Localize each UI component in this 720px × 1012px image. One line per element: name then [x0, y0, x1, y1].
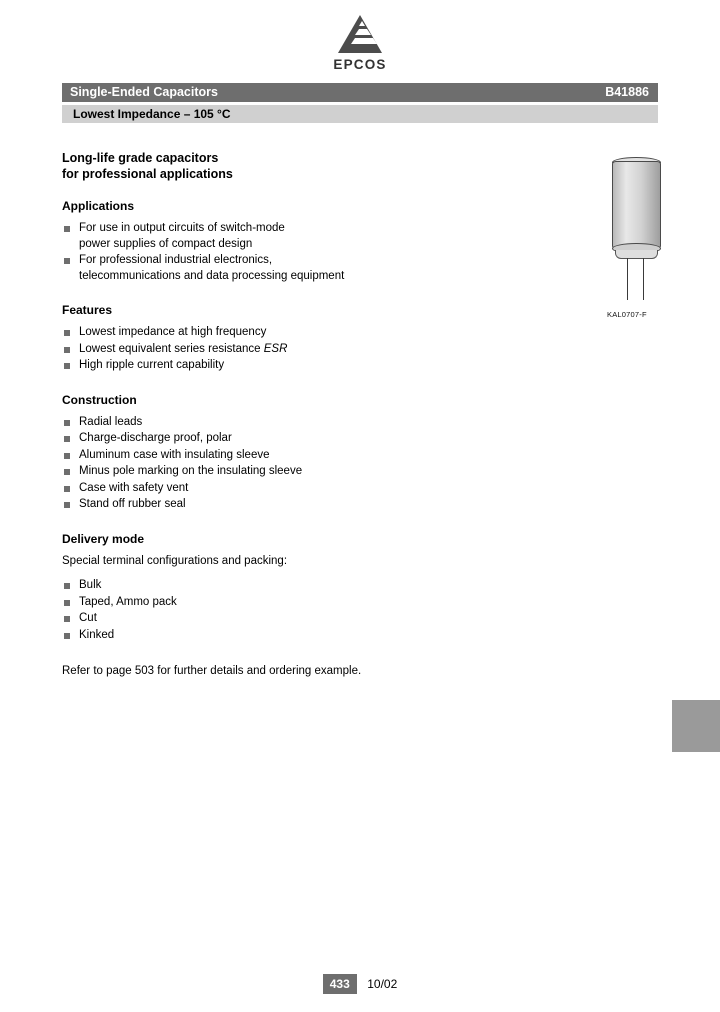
list-item	[62, 595, 482, 611]
page-number: 433	[323, 974, 357, 994]
square-bullet-icon	[64, 469, 70, 475]
figure-caption: KAL0707-F	[607, 310, 647, 319]
list-item	[62, 611, 482, 627]
square-bullet-icon	[64, 453, 70, 459]
list-item	[62, 464, 482, 480]
construction-list	[62, 415, 482, 513]
brand-logo	[0, 14, 720, 72]
section-heading-features: Features	[62, 303, 113, 317]
list-item-line-1: For use in output circuits of switch-mode	[79, 222, 285, 234]
list-item	[62, 415, 482, 431]
square-bullet-icon	[64, 633, 70, 639]
square-bullet-icon	[64, 363, 70, 369]
square-bullet-icon	[64, 226, 70, 232]
document-subtitle: Lowest Impedance – 105 °C	[73, 107, 231, 121]
features-list	[62, 325, 482, 374]
list-item-line-1: Cut	[79, 612, 97, 624]
list-item	[62, 578, 482, 594]
list-item-line-2: power supplies of compact design	[79, 237, 253, 250]
section-heading-delivery-mode: Delivery mode	[62, 531, 145, 546]
page-date: 10/02	[367, 977, 398, 991]
square-bullet-icon	[64, 583, 70, 589]
square-bullet-icon	[64, 258, 70, 264]
list-item-line-1: Case with safety vent	[79, 481, 189, 494]
document-header-bar	[62, 83, 658, 102]
square-bullet-icon	[64, 347, 70, 353]
page-footer	[0, 974, 720, 994]
list-item	[62, 342, 482, 358]
capacitor-lead-right	[643, 258, 644, 300]
main-content	[62, 150, 482, 691]
list-item-line-1: Aluminum case with insulating sleeve	[79, 448, 270, 461]
list-item	[62, 325, 482, 341]
intro-title	[62, 150, 482, 182]
list-item	[62, 358, 482, 374]
section-heading-construction: Construction	[62, 392, 137, 407]
capacitor-lead-left	[627, 258, 628, 300]
list-item-line-1: Bulk	[79, 579, 102, 591]
document-title: Single-Ended Capacitors	[70, 85, 218, 99]
square-bullet-icon	[64, 600, 70, 606]
section-thumb-tab	[672, 700, 720, 752]
list-item-line-1: Radial leads	[79, 415, 143, 428]
list-item	[62, 253, 482, 284]
list-item	[62, 221, 482, 252]
list-item	[62, 481, 482, 497]
list-item	[62, 448, 482, 464]
capacitor-figure	[596, 155, 686, 325]
square-bullet-icon	[64, 330, 70, 336]
applications-list	[62, 221, 482, 284]
list-item	[62, 497, 482, 513]
list-item-line-1: For professional industrial electronics,	[79, 254, 273, 266]
epcos-triangle-logo	[337, 14, 383, 54]
delivery-intro-text: Special terminal configurations and packing:	[62, 554, 288, 567]
list-item-line-2: telecommunications and data processing equipment	[79, 269, 345, 282]
brand-wordmark: EPCOS	[333, 57, 387, 72]
capacitor-rubber-seal	[615, 250, 658, 259]
reference-note: Refer to page 503 for further details and ordering example.	[62, 665, 362, 677]
square-bullet-icon	[64, 502, 70, 508]
part-number: B41886	[605, 85, 649, 99]
document-subheader-bar	[62, 105, 658, 123]
intro-line-1: Long-life grade capacitors	[62, 151, 219, 165]
square-bullet-icon	[64, 486, 70, 492]
list-item	[62, 431, 482, 447]
delivery-list	[62, 578, 482, 643]
square-bullet-icon	[64, 436, 70, 442]
square-bullet-icon	[64, 616, 70, 622]
square-bullet-icon	[64, 420, 70, 426]
list-item-line-1: High ripple current capability	[79, 359, 225, 371]
list-item-line-1: Lowest impedance at high frequency	[79, 326, 267, 338]
capacitor-body	[612, 161, 661, 249]
list-item	[62, 628, 482, 644]
list-item-line-1: Taped, Ammo pack	[79, 595, 177, 608]
list-item-line-1: Minus pole marking on the insulating sleeve	[79, 465, 303, 477]
intro-line-2: for professional applications	[62, 167, 233, 181]
list-item-line-1: Kinked	[79, 628, 115, 641]
list-item-line-1: Lowest equivalent series resistance ESR	[79, 342, 288, 355]
list-item-line-1: Stand off rubber seal	[79, 498, 186, 510]
list-item-line-1: Charge-discharge proof, polar	[79, 432, 232, 444]
section-heading-applications: Applications	[62, 199, 135, 213]
